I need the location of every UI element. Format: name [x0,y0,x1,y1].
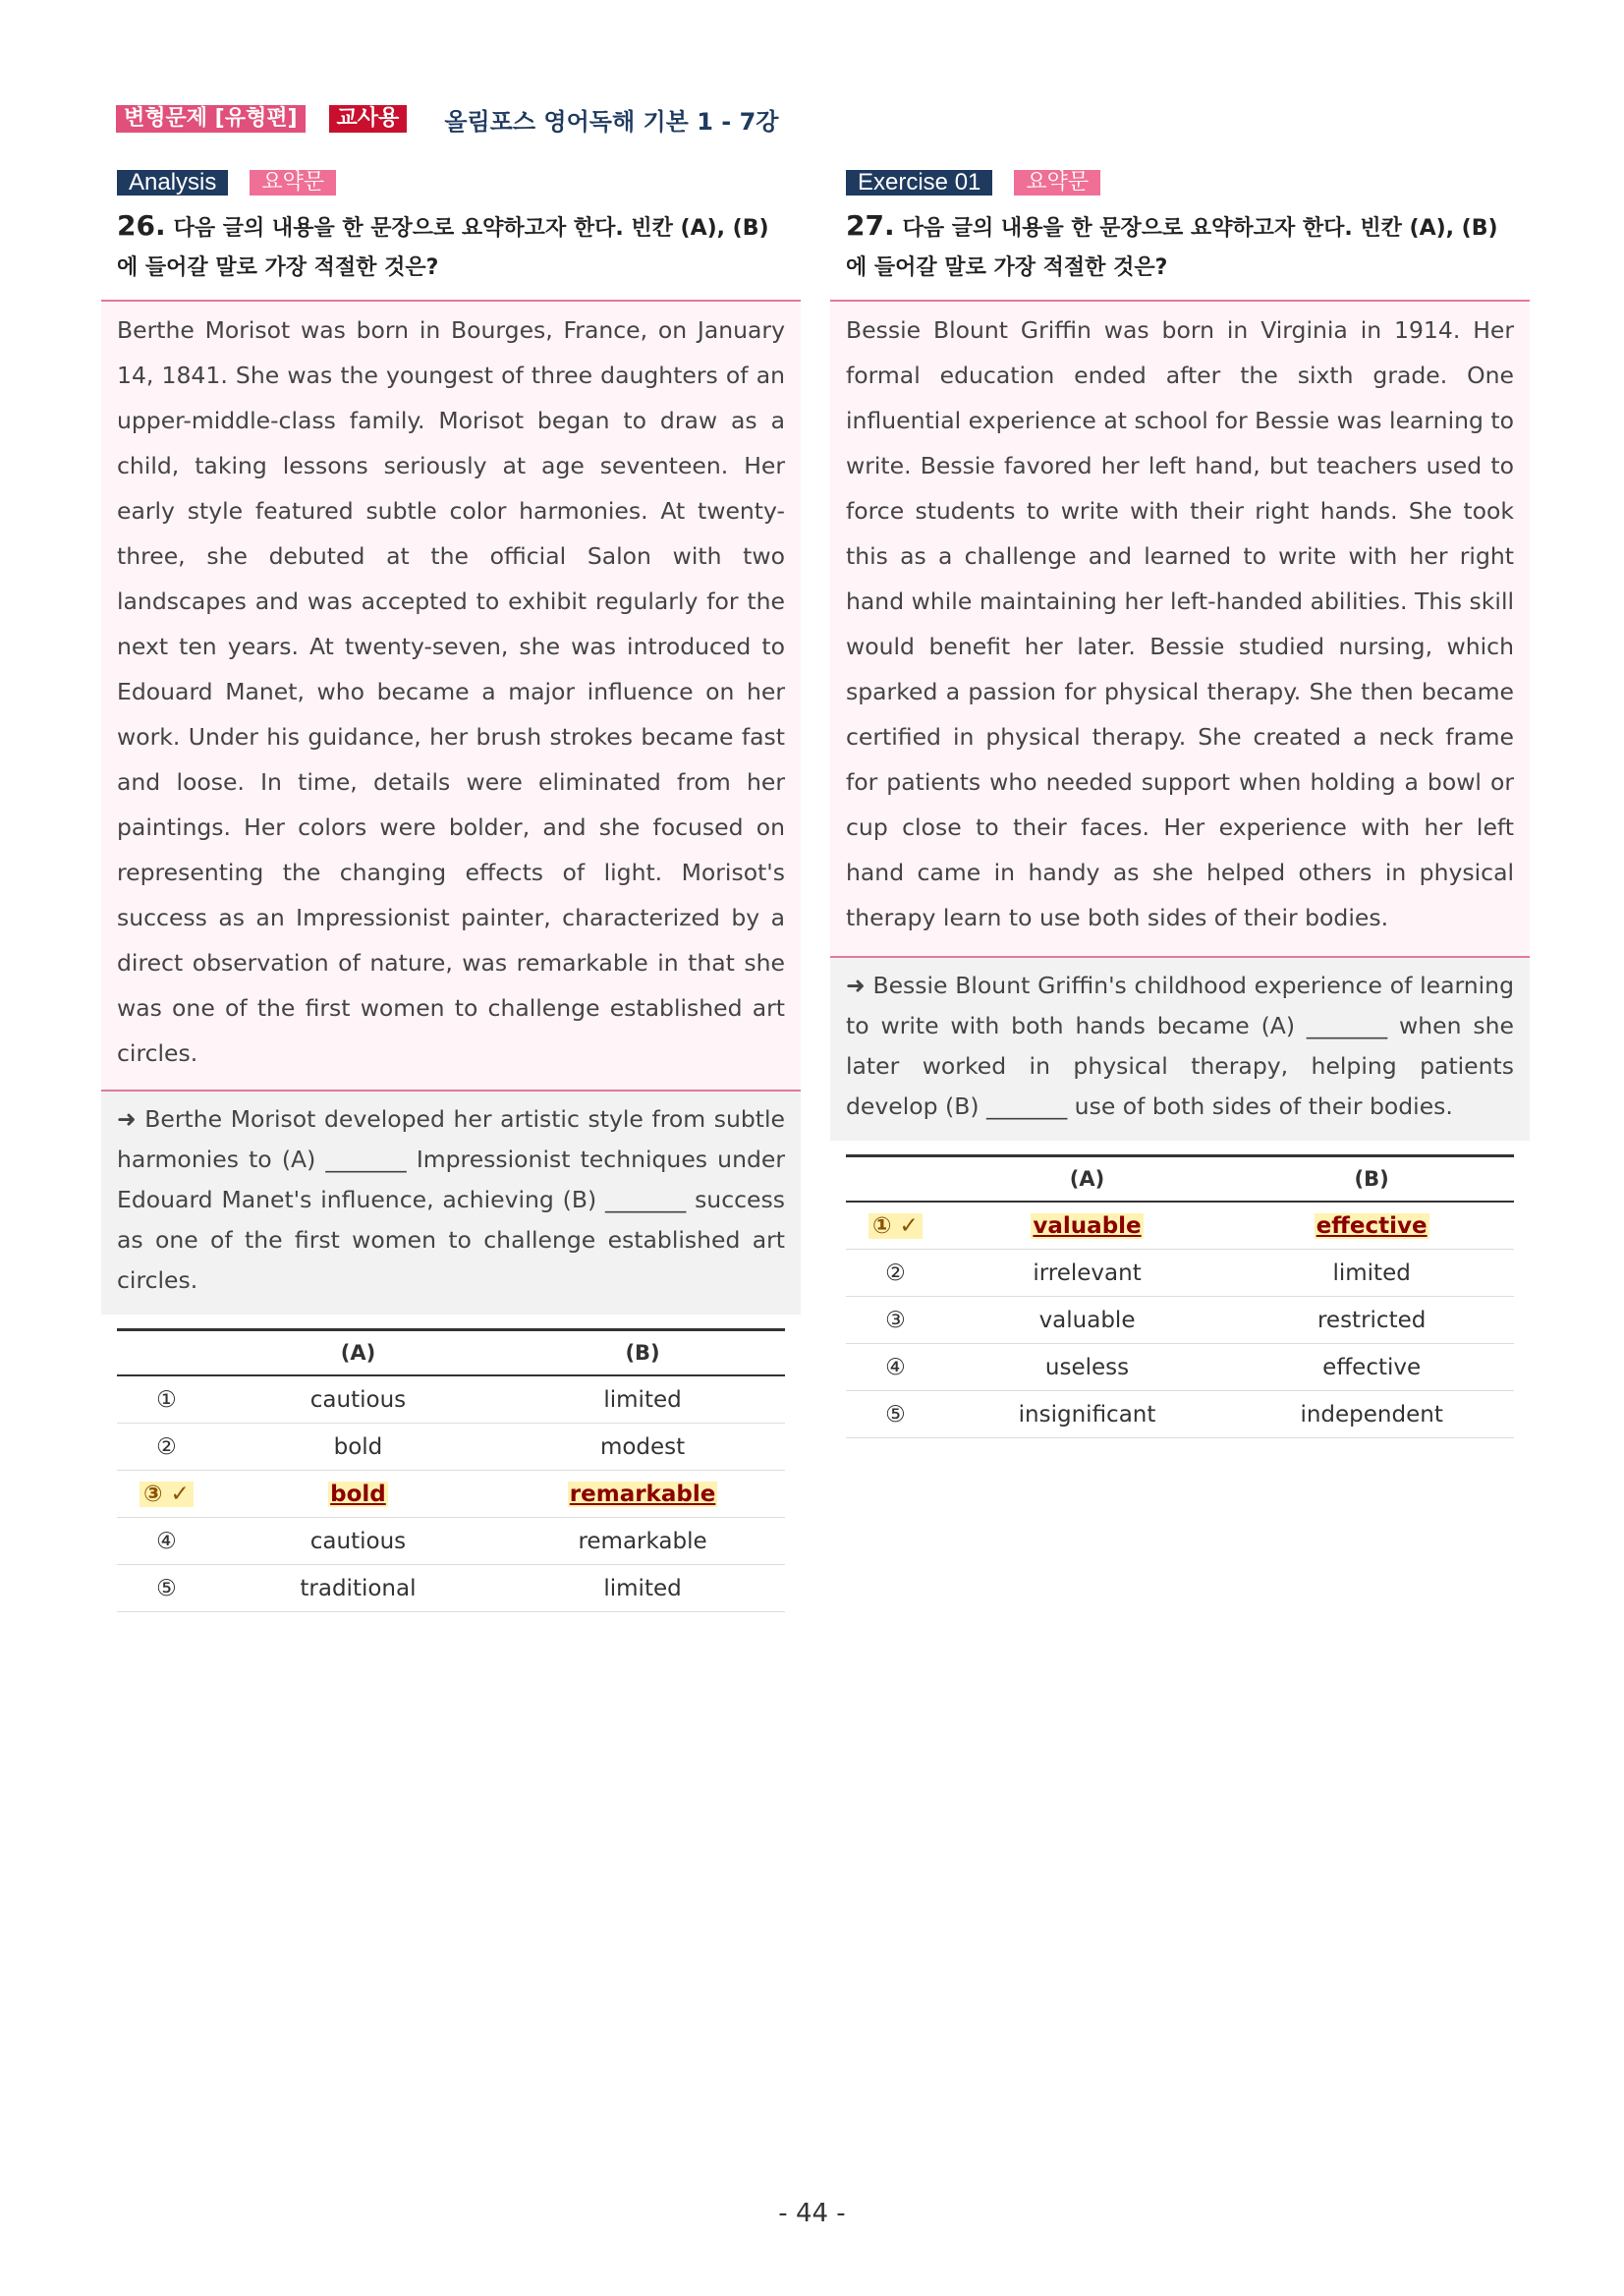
choice-number: ④ [117,1518,216,1565]
choice-a [216,1471,500,1518]
page-number: - 44 - [778,2199,846,2228]
type-tag: 변형문제 [유형편] [116,105,306,133]
choice-b [1229,1202,1514,1250]
header-num [846,1156,945,1203]
header-a: (A) [945,1156,1230,1203]
section-label-row [846,169,1530,196]
choice-a: valuable [945,1297,1230,1344]
choice-row[interactable] [117,1518,785,1565]
answer-b: effective [1316,1212,1428,1239]
choices-header [117,1330,785,1376]
question-text: 다음 글의 내용을 한 문장으로 요약하고자 한다. 빈칸 (A), (B)에 들어갈 말로 가장 적절한 것은? [117,216,769,280]
choice-b: effective [1229,1344,1514,1391]
summary-sentence: ➜ Bessie Blount Griffin's childhood experience of learning to write with both hands became (A) _______ when she later worked in physical therapy, helping patients develop (B) _______ use of both sides of their bodies. [830,958,1530,1141]
choices-header [846,1156,1514,1203]
choice-row[interactable] [117,1375,785,1424]
teacher-tag: 교사용 [329,105,408,133]
choice-number: ① [117,1375,216,1424]
choice-row[interactable] [846,1297,1514,1344]
page-title: 올림포스 영어독해 기본 1 - 7강 [444,107,779,136]
passage: Bessie Blount Griffin was born in Virginia in 1914. Her formal education ended after the sixth grade. One influential experience at school for Bessie was learning to write. Bessie favored her left hand, but teachers used to force students to write with their right hands. She took this as a challenge and learned to write with her right hand while maintaining her left-handed abilities. This skill would benefit her later. Bessie studied nursing, which sparked a passion for physical therapy. She then became certified in physical therapy. She created a neck frame for patients who needed support when holding a bowl or cup close to their faces. Her experience with her left hand came in handy as she helped others in physical therapy learn to use both sides of their bodies. [830,300,1530,958]
answer-b: remarkable [569,1481,716,1507]
choice-row[interactable] [846,1344,1514,1391]
question-stem [846,206,1514,288]
correct-choice-row[interactable] [846,1202,1514,1250]
choice-row[interactable] [846,1250,1514,1297]
choice-number [117,1471,216,1518]
question-text: 다음 글의 내용을 한 문장으로 요약하고자 한다. 빈칸 (A), (B)에 들어갈 말로 가장 적절한 것은? [846,216,1498,280]
page-header [116,103,778,135]
choices-table [846,1154,1514,1438]
header-b: (B) [500,1330,785,1376]
header-b: (B) [1229,1156,1514,1203]
passage: Berthe Morisot was born in Bourges, France, on January 14, 1841. She was the youngest of three daughters of an upper-middle-class family. Morisot began to draw as a child, taking lessons seriously at age seventeen. Her early style featured subtle color harmonies. At twenty-three, she debuted at the official Salon with two landscapes and was accepted to exhibit regularly for the next ten years. At twenty-seven, she was introduced to Edouard Manet, who became a major influence on her work. Under his guidance, her brush strokes became fast and loose. In time, details were eliminated from her paintings. Her colors were bolder, and she focused on representing the changing effects of light. Morisot's success as an Impressionist painter, characterized by a direct observation of nature, was remarkable in that she was one of the first women to challenge established art circles. [101,300,801,1092]
question-stem [117,206,785,288]
question-26-column [101,169,801,1612]
summary-type-label: 요약문 [1014,170,1100,196]
choice-b: limited [500,1565,785,1612]
summary-sentence: ➜ Berthe Morisot developed her artistic style from subtle harmonies to (A) _______ Impressionist techniques under Edouard Manet's influence, achieving (B) _______ success as one of the first women to challenge established art circles. [101,1092,801,1315]
question-number: 27. [846,209,895,242]
question-number: 26. [117,209,166,242]
answer-a: bold [330,1481,386,1507]
choice-number: ② [117,1424,216,1471]
choice-b: limited [500,1375,785,1424]
choice-b: limited [1229,1250,1514,1297]
choice-b: restricted [1229,1297,1514,1344]
correct-choice-row[interactable] [117,1471,785,1518]
choice-a: cautious [216,1375,500,1424]
choice-a: useless [945,1344,1230,1391]
choice-number: ② [846,1250,945,1297]
choice-row[interactable] [117,1424,785,1471]
choice-a: cautious [216,1518,500,1565]
choice-a: irrelevant [945,1250,1230,1297]
choice-b: remarkable [500,1518,785,1565]
choice-number [846,1202,945,1250]
choice-a: bold [216,1424,500,1471]
analysis-label: Analysis [117,170,228,196]
question-27-column [830,169,1530,1438]
choice-row[interactable] [117,1565,785,1612]
choice-b: independent [1229,1391,1514,1438]
choice-row[interactable] [846,1391,1514,1438]
choice-a: insignificant [945,1391,1230,1438]
header-a: (A) [216,1330,500,1376]
choice-a: traditional [216,1565,500,1612]
answer-check-mark: ③ ✓ [140,1482,194,1507]
choice-b [500,1471,785,1518]
summary-type-label: 요약문 [250,170,336,196]
answer-check-mark: ① ✓ [868,1213,923,1239]
choice-number: ③ [846,1297,945,1344]
section-label-row [117,169,801,196]
choice-number: ④ [846,1344,945,1391]
choice-b: modest [500,1424,785,1471]
choices-table [117,1328,785,1612]
header-num [117,1330,216,1376]
choice-number: ⑤ [117,1565,216,1612]
choice-a [945,1202,1230,1250]
answer-a: valuable [1033,1212,1142,1239]
choice-number: ⑤ [846,1391,945,1438]
exercise-label: Exercise 01 [846,170,992,196]
